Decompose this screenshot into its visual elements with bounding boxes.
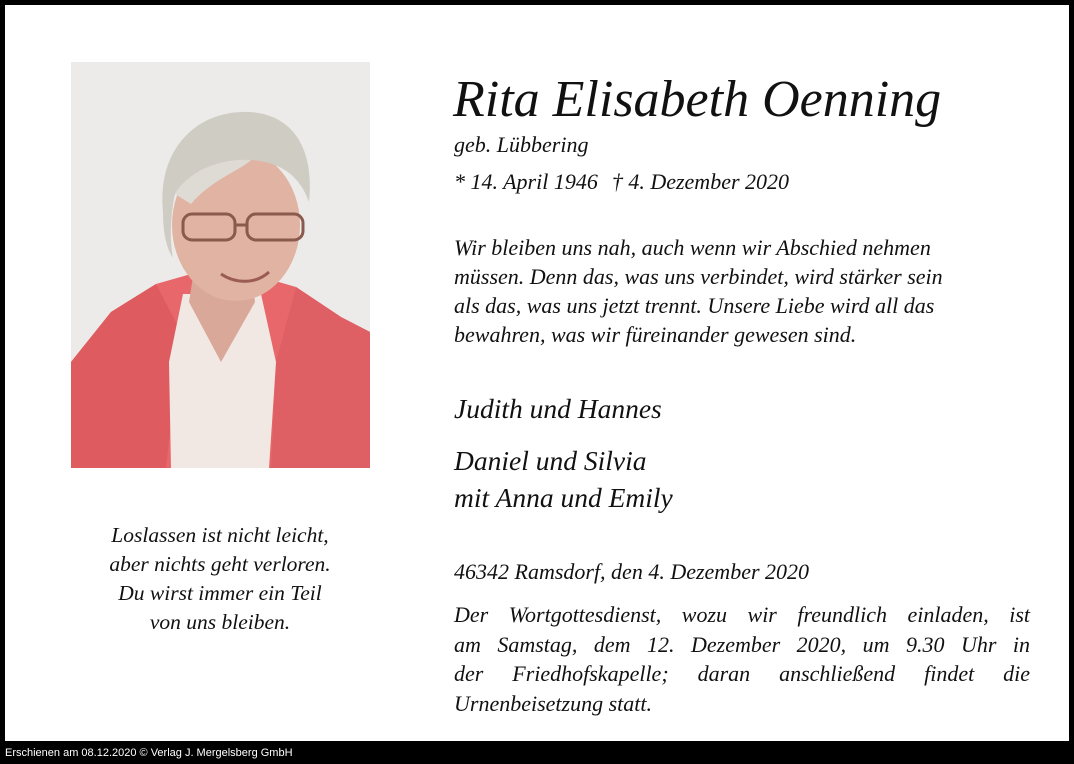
poem-line: aber nichts geht verloren. bbox=[109, 552, 331, 576]
family-line-1: Judith und Hannes bbox=[454, 393, 662, 424]
poem bbox=[45, 521, 395, 637]
service-line: am Samstag, dem 12. Dezember 2020, um 9.30 Uhr in bbox=[454, 631, 1030, 657]
quote-line: Wir bleiben uns nah, auch wenn wir Abschied nehmen bbox=[454, 235, 931, 260]
quote-line: müssen. Denn das, was uns verbindet, wird stärker sein bbox=[454, 264, 943, 289]
family-group bbox=[454, 442, 673, 516]
portrait-photo bbox=[71, 62, 370, 468]
life-dates bbox=[454, 168, 789, 196]
poem-line: von uns bleiben. bbox=[149, 610, 291, 634]
farewell-quote bbox=[454, 233, 1054, 349]
maiden-name: geb. Lübbering bbox=[454, 132, 589, 157]
death-date: † 4. Dezember 2020 bbox=[611, 169, 790, 194]
publication-footer: Erschienen am 08.12.2020 © Verlag J. Mergelsberg GmbH bbox=[5, 747, 293, 759]
family-line-3: mit Anna und Emily bbox=[454, 482, 673, 513]
service-line: Der Wortgottesdienst, wozu wir freundlich einladen, ist bbox=[454, 602, 1030, 627]
service-notice bbox=[454, 600, 1030, 718]
deceased-name: Rita Elisabeth Oenning bbox=[453, 71, 942, 128]
quote-line: als das, was uns jetzt trennt. Unsere Liebe wird all das bbox=[454, 293, 935, 318]
service-line: der Friedhofskapelle; daran anschließend findet die bbox=[454, 661, 1030, 686]
family-line-2: Daniel und Silvia bbox=[454, 445, 647, 476]
quote-line: bewahren, was wir füreinander gewesen sind. bbox=[454, 322, 857, 347]
birth-date: * 14. April 1946 bbox=[454, 169, 598, 194]
poem-line: Loslassen ist nicht leicht, bbox=[111, 523, 329, 547]
place-and-date: 46342 Ramsdorf, den 4. Dezember 2020 bbox=[454, 559, 810, 584]
poem-line: Du wirst immer ein Teil bbox=[118, 581, 322, 605]
obituary-card bbox=[5, 5, 1069, 741]
service-line: Urnenbeisetzung statt. bbox=[454, 690, 652, 716]
